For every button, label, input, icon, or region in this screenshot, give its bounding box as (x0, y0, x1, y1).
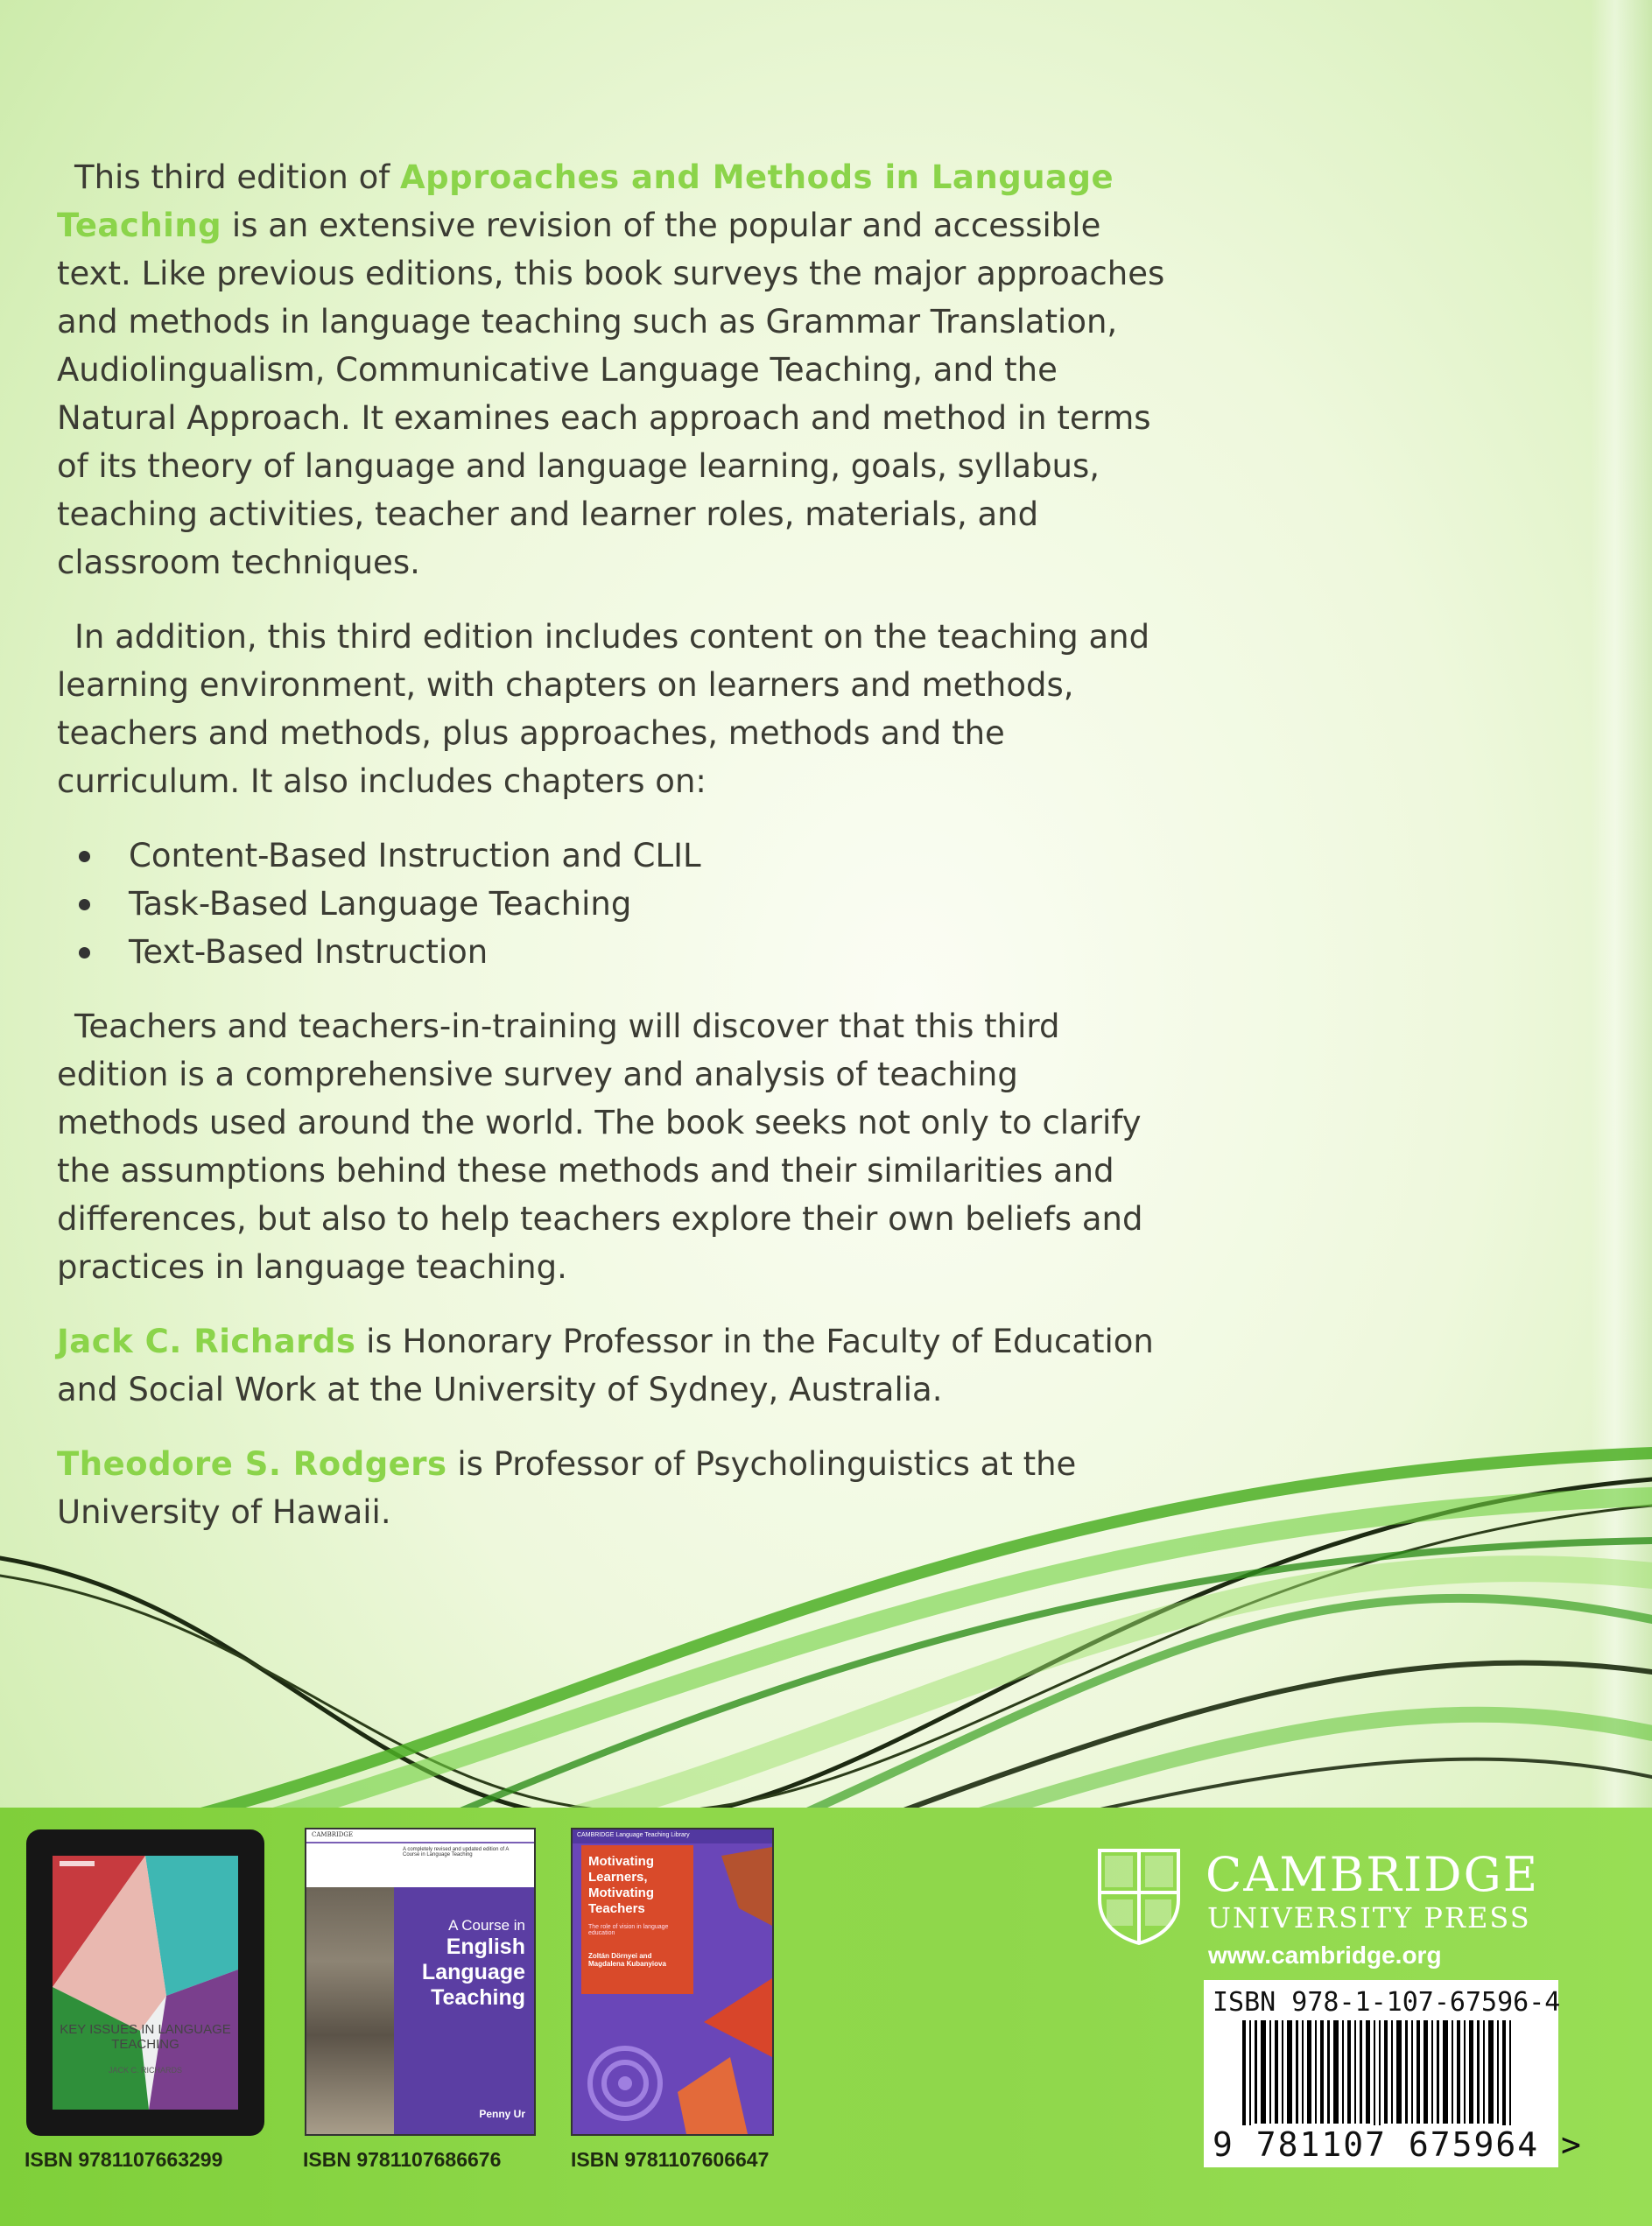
related-book-motivating-learners[interactable] (571, 1828, 774, 2136)
related-book-english-language-teaching[interactable] (305, 1828, 536, 2136)
cover-author: JACK C. RICHARDS (108, 2066, 182, 2075)
cambridge-crest-icon (1096, 1847, 1182, 1945)
bullet-item: Content-Based Instruction and CLIL (57, 832, 1169, 880)
cover-title: A Course in English Language Teaching (421, 1917, 525, 2010)
cover-subtitle: A completely revised and updated edition of A Course in Language Teaching (403, 1847, 510, 1857)
cover-publisher: CAMBRIDGE (312, 1831, 354, 1838)
isbn-key-issues: ISBN 9781107663299 (25, 2148, 223, 2171)
isbn-motivating-learners: ISBN 9781107606647 (571, 2148, 770, 2171)
publisher-subname: UNIVERSITY PRESS (1207, 1901, 1531, 1935)
cover-title: KEY ISSUES IN LANGUAGE TEACHING (60, 2022, 231, 2052)
isbn-label: ISBN 978-1-107-67596-4 (1213, 1987, 1561, 2018)
author-name: Theodore S. Rodgers (57, 1445, 447, 1483)
barcode-bars (1204, 2020, 1558, 2125)
bullet-item: Text-Based Instruction (57, 928, 1169, 976)
related-book-key-issues[interactable] (26, 1829, 264, 2136)
cover-title: Motivating Learners, Motivating Teachers (588, 1854, 654, 1916)
description-paragraph-3: Teachers and teachers-in-training will discover that this third edition is a comprehensive survey and analysis of teaching methods used around the world. The book seeks not only to clarify the assumptions behind these methods and their similarities and differences, but also to help teachers explore their own beliefs and practices in language teaching. (57, 1008, 1143, 1286)
isbn-english-language-teaching: ISBN 9781107686676 (303, 2148, 502, 2171)
back-cover-description (57, 153, 1169, 1562)
cover-author: Zoltán Dörnyei and Magdalena Kubanyiova (588, 1952, 666, 1968)
publisher-name: CAMBRIDGE (1206, 1847, 1540, 1902)
barcode-digits: 9 781107 675964 > (1213, 2125, 1583, 2164)
book-title-highlight: Approaches and Methods in Language Teaching (57, 158, 1114, 244)
book-cover-key-issues (53, 1856, 238, 2110)
description-paragraph-2: In addition, this third edition includes content on the teaching and learning environment, with chapters on learners and methods, teachers and methods, plus approaches, methods and the curriculum. It also includes chapters on: (57, 618, 1150, 800)
cover-author: Penny Ur (479, 2108, 525, 2120)
bullet-item: Task-Based Language Teaching (57, 880, 1169, 928)
chapter-bullet-list (57, 832, 1169, 976)
description-paragraph-1: This third edition of Approaches and Methods in Language Teaching is an extensive revision of the popular and accessible text. Like previous editions, this book surveys the major approaches and methods in language teaching such as Grammar Translation, Audiolingualism, Communicative Language Teaching, and the Natural Approach. It examines each approach and method in terms of its theory of language and language learning, goals, syllabus, teaching activities, teacher and learner roles, materials, and classroom techniques. (57, 158, 1165, 581)
publisher-url[interactable]: www.cambridge.org (1208, 1942, 1442, 1969)
cover-series: CAMBRIDGE Language Teaching Library (577, 1832, 690, 1838)
cover-stone-photo (306, 1887, 394, 2134)
barcode-block (1204, 1980, 1583, 2167)
decorative-swoosh (0, 1444, 1652, 1821)
author-bio-richards: Jack C. Richards is Honorary Professor in the Faculty of Education and Social Work at the University of Sydney, Australia. (57, 1323, 1154, 1408)
author-name: Jack C. Richards (57, 1323, 356, 1360)
cover-subtitle: The role of vision in language education (588, 1924, 669, 1936)
author-bio-rodgers: Theodore S. Rodgers is Professor of Psycholinguistics at the University of Hawaii. (57, 1445, 1077, 1531)
